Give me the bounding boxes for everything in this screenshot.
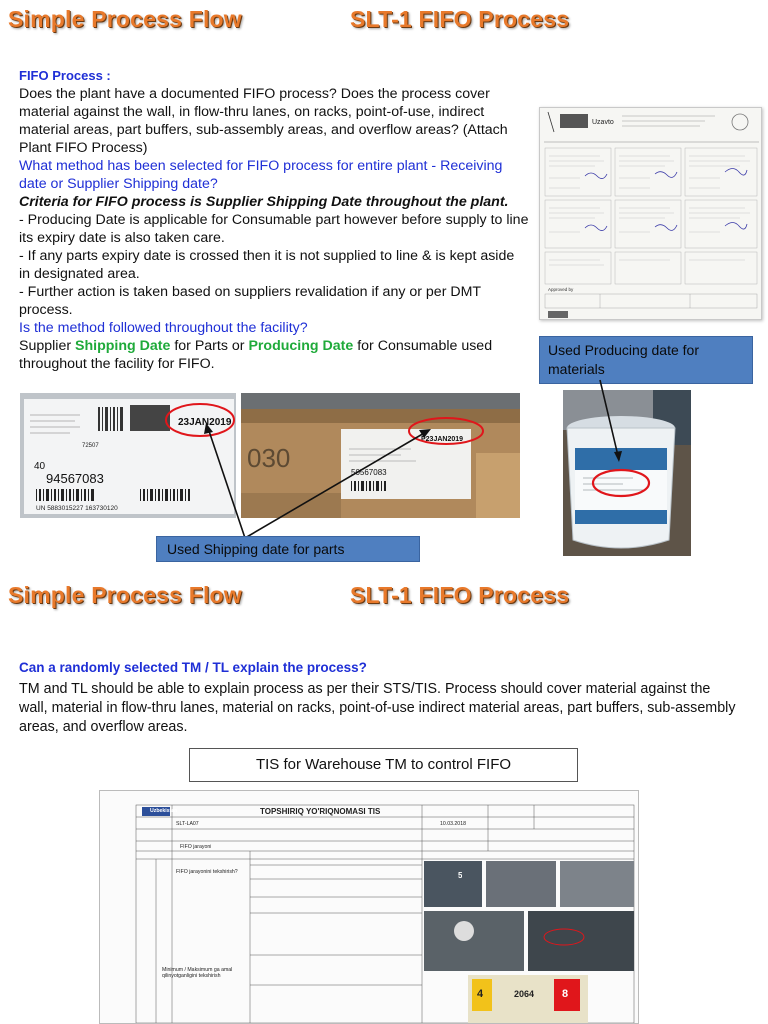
document-logo-text: Uzavto [592, 119, 614, 126]
document-approval-label: Approved by [548, 287, 574, 292]
tm-tl-question: Can a randomly selected TM / TL explain the process? [19, 660, 367, 675]
label-number-text: 94567083 [46, 471, 104, 486]
shipping-date-highlight: Shipping Date [75, 338, 171, 354]
fifo-bullet-producing: - Producing Date is applicable for Consumable part however before supply to line its expiry date is also taken care. [19, 212, 529, 246]
tis-number-8: 8 [562, 988, 569, 1000]
label-barcode-text: UN 5883015227 163730120 [36, 505, 118, 512]
fifo-process-document-image [539, 107, 762, 320]
callout-producing-date: Used Producing date for materials [539, 336, 753, 384]
tis-job-name: FIFO jarayoni [180, 844, 212, 850]
fifo-criteria: Criteria for FIFO process is Supplier Shipping Date throughout the plant. [19, 194, 509, 210]
tis-doc-number: SLT-LA07 [176, 821, 199, 827]
slide-2-title-left: Simple Process Flow [8, 582, 242, 608]
tis-number-4: 4 [477, 988, 484, 1000]
producing-date-arrow [560, 378, 640, 463]
tis-warehouse-label: TIS for Warehouse TM to control FIFO [189, 748, 578, 782]
fifo-answer: Supplier Shipping Date for Parts or Producing Date for Consumable used throughout the facility for FIFO. [19, 338, 493, 372]
shipping-date-arrows [200, 420, 460, 540]
box-date-text: P23JAN2019 [421, 436, 464, 443]
label-qty-text: 40 [34, 461, 46, 472]
fifo-text-body [19, 67, 529, 373]
label-date-text: 23JAN2019 [178, 417, 232, 428]
tis-step-1: FIFO jarayonini tekshirish? [176, 869, 238, 875]
fifo-question-facility: Is the method followed throughout the facility? [19, 320, 308, 336]
tis-step-2: Minimum / Maksimum ga amal qilinyotganligini tekshirish [162, 967, 233, 979]
document-sketch [540, 108, 762, 320]
slide-1-title-right: SLT-1 FIFO Process [350, 6, 570, 32]
fifo-bullet-action: - Further action is taken based on suppliers revalidation if any or per DMT process. [19, 284, 481, 318]
box-code-text: 030 [247, 443, 291, 473]
tm-tl-paragraph: TM and TL should be able to explain process as per their STS/TIS. Process should cover material against the wall, material in flow-thru lanes, material on racks, point-of-use indirect material areas, part buffers, sub-assembly areas, and overflow areas. [19, 681, 736, 735]
tis-document-image [99, 790, 639, 1024]
slide-2-title-right: SLT-1 FIFO Process [350, 582, 570, 608]
fifo-question-method: What method has been selected for FIFO process for entire plant - Receiving date or Supplier Shipping date? [19, 158, 503, 192]
slide-1-title-left: Simple Process Flow [8, 6, 242, 32]
tis-number-2064: 2064 [514, 989, 535, 999]
tis-date: 10.03.2018 [440, 821, 466, 827]
label-part-text: 72507 [82, 443, 99, 449]
tis-brand: Uzbekistan [150, 808, 178, 814]
fifo-paragraph: Does the plant have a documented FIFO process? Does the process cover material against the wall, in flow-thru lanes, on racks, point-of-use, indirect material areas, part buffers, sub-assembly areas, and overflow areas? (Attach Plant FIFO Process) [19, 86, 508, 156]
fifo-heading: FIFO Process : [19, 68, 111, 83]
tis-diagram-photos [424, 861, 634, 1024]
tis-title: TOPSHIRIQ YO'RIQNOMASI TIS [260, 807, 381, 816]
tis-number-5: 5 [458, 871, 463, 880]
callout-shipping-date: Used Shipping date for parts [156, 536, 420, 562]
box-part-text: 50567083 [351, 468, 387, 477]
fifo-bullet-expiry: - If any parts expiry date is crossed then it is not supplied to line & is kept aside in designated area. [19, 248, 515, 282]
producing-date-highlight: Producing Date [248, 338, 354, 354]
